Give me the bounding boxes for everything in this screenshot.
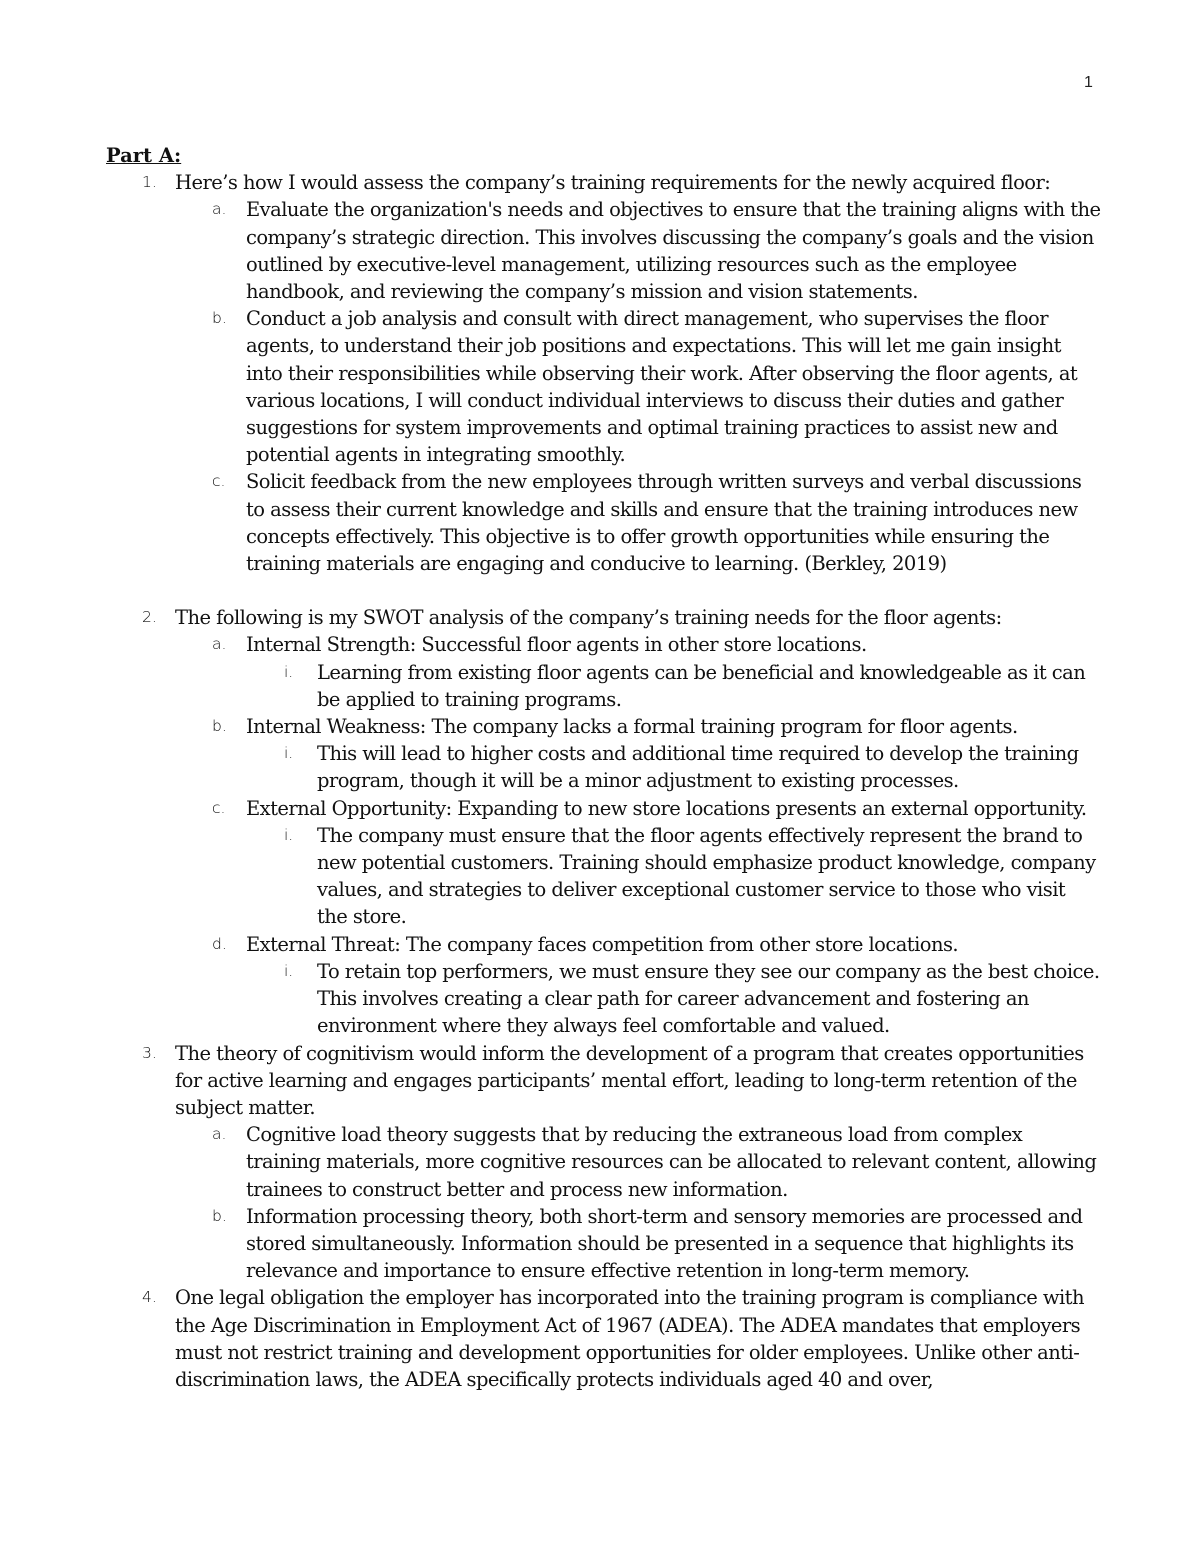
list-marker: b. bbox=[212, 717, 227, 736]
list-marker: i. bbox=[284, 961, 294, 980]
list-item-text: Conduct a job analysis and consult with direct management, who supervises the floor agents, to understand their job positions and expectations. This will let me gain insight into their responsibilities while observing their work. After observing the floor agents, at various locations, I will conduct individual interviews to discuss their duties and gather suggestions for system improvements and optimal training practices to assist new and potential agents in integrating smoothly. bbox=[246, 307, 1078, 467]
list-item-text: Internal Weakness: The company lacks a formal training program for floor agents. bbox=[246, 715, 1018, 739]
list-item-2d-i bbox=[106, 958, 1101, 1040]
list-marker: 2. bbox=[142, 608, 157, 627]
list-item-2 bbox=[106, 604, 1101, 631]
list-item-text: This will lead to higher costs and additional time required to develop the training program, though it will be a minor adjustment to existing processes. bbox=[317, 742, 1079, 793]
list-item-text: The following is my SWOT analysis of the company’s training needs for the floor agents: bbox=[175, 606, 1002, 630]
list-marker: 3. bbox=[142, 1043, 157, 1062]
list-marker: b. bbox=[212, 309, 227, 328]
list-item-2a-i bbox=[106, 659, 1101, 713]
list-item-1b bbox=[106, 305, 1101, 468]
list-marker: c. bbox=[212, 472, 226, 491]
list-item-text: One legal obligation the employer has incorporated into the training program is compliance with the Age Discrimination in Employment Act of 1967 (ADEA). The ADEA mandates that employers must not restrict training and development opportunities for older employees. Unlike other anti-discrimination laws, the ADEA specifically protects individuals aged 40 and over, bbox=[175, 1286, 1084, 1391]
list-item-text: Cognitive load theory suggests that by reducing the extraneous load from complex training materials, more cognitive resources can be allocated to relevant content, allowing trainees to construct better and process new information. bbox=[246, 1123, 1097, 1201]
page-number: 1 bbox=[1084, 74, 1093, 91]
document-body bbox=[106, 142, 1101, 1393]
list-marker: d. bbox=[212, 934, 227, 953]
paragraph-spacer bbox=[106, 577, 1101, 604]
list-item-1a bbox=[106, 196, 1101, 305]
list-marker: i. bbox=[284, 662, 294, 681]
list-item-4 bbox=[106, 1284, 1101, 1393]
list-item-2c bbox=[106, 795, 1101, 822]
list-marker: a. bbox=[212, 1125, 227, 1144]
list-marker: c. bbox=[212, 798, 226, 817]
list-marker: b. bbox=[212, 1206, 227, 1225]
list-item-text: Learning from existing floor agents can be beneficial and knowledgeable as it can be applied to training programs. bbox=[317, 660, 1086, 711]
list-item-2b bbox=[106, 713, 1101, 740]
list-item-1c bbox=[106, 468, 1101, 577]
list-item-3b bbox=[106, 1203, 1101, 1285]
list-item-text: The theory of cognitivism would inform the development of a program that creates opportunities for active learning and engages participants’ mental effort, leading to long-term retention of the subject matter. bbox=[175, 1041, 1084, 1119]
list-item-text: Solicit feedback from the new employees through written surveys and verbal discussions to assess their current knowledge and skills and ensure that the training introduces new concepts effectively. This objective is to offer growth opportunities while ensuring the training materials are engaging and conducive to learning. (Berkley, 2019) bbox=[246, 470, 1082, 576]
list-item-2c-i bbox=[106, 822, 1101, 931]
list-item-1 bbox=[106, 169, 1101, 196]
list-marker: 4. bbox=[142, 1288, 157, 1307]
list-item-2a bbox=[106, 631, 1101, 658]
list-item-text: Evaluate the organization's needs and objectives to ensure that the training aligns with the company’s strategic direction. This involves discussing the company’s goals and the vision outlined by executive-level management, utilizing resources such as the employee handbook, and reviewing the company’s mission and vision statements. bbox=[246, 198, 1101, 304]
list-marker: i. bbox=[284, 744, 294, 763]
list-item-3a bbox=[106, 1121, 1101, 1203]
list-item-text: External Threat: The company faces competition from other store locations. bbox=[246, 932, 959, 956]
list-item-text: Internal Strength: Successful floor agents in other store locations. bbox=[246, 633, 867, 657]
list-item-text: To retain top performers, we must ensure they see our company as the best choice. This involves creating a clear path for career advancement and fostering an environment where they always feel comfortable and valued. bbox=[317, 959, 1100, 1038]
list-item-text: Information processing theory, both short-term and sensory memories are processed and stored simultaneously. Information should be presented in a sequence that highlights its relevance and importance to ensure effective retention in long-term memory. bbox=[246, 1204, 1083, 1283]
list-marker: i. bbox=[284, 825, 294, 844]
list-marker: 1. bbox=[142, 173, 157, 192]
list-item-text: External Opportunity: Expanding to new store locations presents an external opportunity. bbox=[246, 796, 1087, 820]
list-marker: a. bbox=[212, 200, 227, 219]
list-marker: a. bbox=[212, 635, 227, 654]
section-heading: Part A: bbox=[106, 144, 182, 167]
list-item-3 bbox=[106, 1040, 1101, 1122]
list-item-2b-i bbox=[106, 740, 1101, 794]
list-item-text: The company must ensure that the floor agents effectively represent the brand to new potential customers. Training should emphasize product knowledge, company values, and strategies to deliver exceptional customer service to those who visit the store. bbox=[317, 823, 1096, 929]
list-item-2d bbox=[106, 931, 1101, 958]
list-item-text: Here’s how I would assess the company’s training requirements for the newly acquired floor: bbox=[175, 171, 1051, 195]
